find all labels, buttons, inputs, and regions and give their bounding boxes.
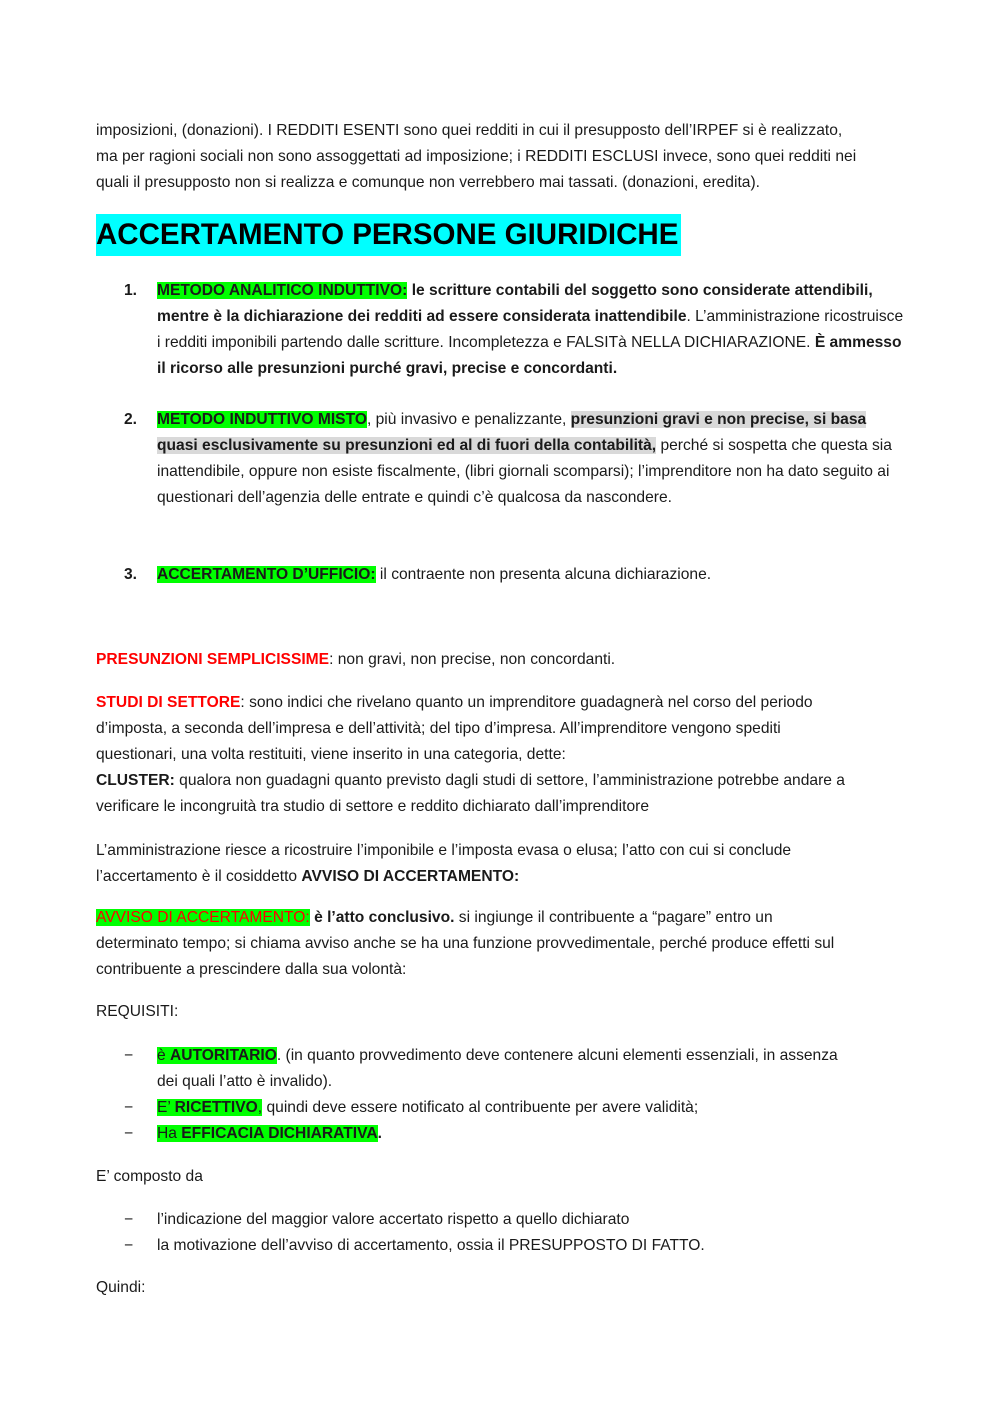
requisito-text: . (377, 1125, 382, 1142)
requisito-bold: AUTORITARIO (170, 1047, 277, 1064)
term-label: AVVISO DI ACCERTAMENTO: (96, 909, 310, 926)
bullet-dash: − (124, 1099, 134, 1116)
method-item-ufficio (157, 562, 909, 588)
paragraph-line: questionari, una volta restituiti, viene inserito in una categoria, dette: (96, 746, 566, 763)
avviso-paragraph (96, 905, 908, 983)
paragraph-text: si ingiunge il contribuente a “pagare” entro un (454, 909, 773, 926)
paragraph-text: : non gravi, non precise, non concordanti. (329, 651, 616, 668)
quindi-text: Quindi: (96, 1279, 146, 1296)
cluster-label: CLUSTER: (96, 772, 175, 789)
paragraph-text: l’accertamento è il cosiddetto (96, 868, 302, 885)
requisito-tail: , (257, 1099, 263, 1116)
paragraph-line: determinato tempo; si chiama avviso anche se ha una funzione provvedimentale, perché produce effetti sul (96, 935, 835, 952)
method-text: . L’amministrazione ricostruisce i redditi imponibili partendo dalle scritture. Incompletezza e FALSITà NELLA DICHIARAZIONE. (157, 308, 904, 351)
bold-text: è l’atto conclusivo. (309, 909, 455, 926)
requisito-pre: Ha (157, 1125, 182, 1142)
bullet-dash: − (124, 1211, 134, 1228)
requisito-item (157, 1121, 909, 1147)
intro-paragraph (96, 118, 908, 196)
requisito-pre: E’ (157, 1099, 175, 1116)
method-item-analitico (157, 278, 909, 382)
paragraph-line: L’amministrazione riesce a ricostruire l’imponibile e l’imposta evasa o elusa; l’atto con cui si conclude (96, 842, 792, 859)
bullet-dash: − (124, 1047, 134, 1064)
paragraph-text: : sono indici che rivelano quanto un imprenditore guadagnerà nel corso del periodo (240, 694, 813, 711)
list-number: 3. (124, 566, 138, 583)
bullet-dash: − (124, 1125, 134, 1142)
list-number: 1. (124, 282, 138, 299)
paragraph-line: verificare le incongruità tra studio di settore e reddito dichiarato dall’imprenditore (96, 798, 649, 815)
method-item-induttivo-misto (157, 407, 909, 511)
method-bold-end: È ammesso il ricorso alle presunzioni purché gravi, precise e concordanti. (157, 334, 902, 377)
method-bold-text: le scritture contabili del soggetto sono considerate attendibili, mentre è la dichiarazione dei redditi ad essere considerata inattendibile (157, 282, 873, 325)
section-heading: ACCERTAMENTO PERSONE GIURIDICHE (96, 214, 681, 256)
composto-item: l’indicazione del maggior valore accertato rispetto a quello dichiarato (157, 1211, 630, 1228)
requisito-bold: RICETTIVO (174, 1099, 258, 1116)
intro-line: ma per ragioni sociali non sono assoggettati ad imposizione; i REDDITI ESCLUSI invece, sono quei redditi nei (96, 148, 857, 165)
requisito-text: dei quali l’atto è invalido). (157, 1073, 333, 1090)
requisito-text: . (in quanto provvedimento deve contenere alcuni elementi essenziali, in assenza (276, 1047, 838, 1064)
method-label: METODO ANALITICO INDUTTIVO: (157, 282, 408, 299)
requisito-text: quindi deve essere notificato al contribuente per avere validità; (262, 1099, 699, 1116)
paragraph-line: d’imposta, a seconda dell’impresa e dell’attività; del tipo d’impresa. All’imprenditore vengono spediti (96, 720, 781, 737)
intro-line: quali il presupposto non si realizza e comunque non verrebbero mai tassati. (donazioni, eredita). (96, 174, 760, 191)
method-gray-text: presunzioni gravi e non precise, si basa quasi esclusivamente su presunzioni ed al di fuori della contabilità, (157, 411, 867, 454)
bullet-dash: − (124, 1237, 134, 1254)
method-text: il contraente non presenta alcuna dichiarazione. (375, 566, 712, 583)
term-label: PRESUNZIONI SEMPLICISSIME (96, 651, 330, 668)
method-label: ACCERTAMENTO D’UFFICIO: (157, 566, 376, 583)
method-text: , più invasivo e penalizzante, (366, 411, 571, 428)
paragraph-text: qualora non guadagni quanto previsto dagli studi di settore, l’amministrazione potrebbe andare a (174, 772, 845, 789)
requisito-bold: EFFICACIA DICHIARATIVA (181, 1125, 378, 1142)
requisiti-title: REQUISITI: (96, 1003, 179, 1020)
composto-item: la motivazione dell’avviso di accertamento, ossia il PRESUPPOSTO DI FATTO. (157, 1237, 705, 1254)
method-label: METODO INDUTTIVO MISTO (157, 411, 367, 428)
requisito-item (157, 1043, 909, 1095)
term-label: STUDI DI SETTORE (96, 694, 241, 711)
method-text: perché si sospetta che questa sia inattendibile, oppure non esiste fiscalmente, (libri giornali scomparsi); l’imprenditore non ha dato seguito ai questionari dell’agenzia delle entrate e quindi c’è qualcosa da nascondere. (157, 437, 892, 506)
composto-title: E’ composto da (96, 1168, 203, 1185)
requisito-item (157, 1095, 909, 1121)
bold-term: AVVISO DI ACCERTAMENTO: (301, 868, 520, 885)
ricostruzione-paragraph (96, 838, 908, 890)
requisito-pre: è (157, 1047, 171, 1064)
presunzioni-paragraph (96, 647, 908, 673)
intro-line: imposizioni, (donazioni). I REDDITI ESENTI sono quei redditi in cui il presupposto dell’IRPEF si è realizzato, (96, 122, 843, 139)
studi-paragraph (96, 690, 908, 820)
paragraph-line: contribuente a prescindere dalla sua volontà: (96, 961, 407, 978)
list-number: 2. (124, 411, 138, 428)
